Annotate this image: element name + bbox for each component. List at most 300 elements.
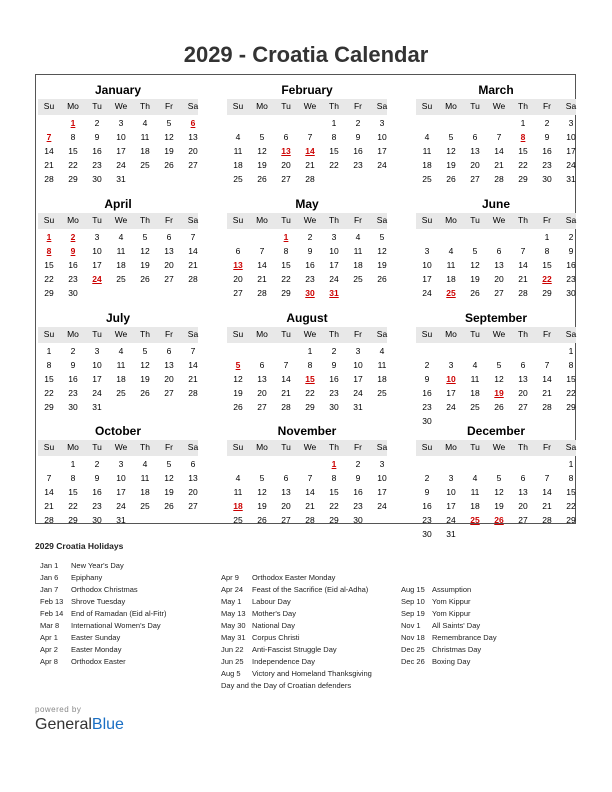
day-cell: 31	[116, 174, 126, 184]
month-name: July	[105, 311, 130, 325]
day-cell: 27	[518, 515, 528, 525]
day-cell: 9	[355, 132, 361, 142]
day-cell: 22	[281, 274, 291, 284]
day-cell: 1	[307, 346, 313, 356]
day-cell: 21	[542, 388, 552, 398]
day-cell: 24	[566, 160, 576, 170]
day-cell: 17	[116, 487, 126, 497]
weekday-header	[416, 440, 576, 456]
weekday-header	[38, 327, 198, 343]
holiday-name: Easter Sunday	[71, 633, 121, 642]
day-cell: 23	[353, 501, 363, 511]
holiday-row	[40, 561, 210, 573]
day-cell: 26	[257, 174, 267, 184]
holiday-date: Jun 25	[221, 657, 244, 666]
holiday-row	[401, 633, 571, 645]
holiday-name: Anti-Fascist Struggle Day	[252, 645, 337, 654]
day-cell: 7	[307, 132, 313, 142]
day-cell: 21	[281, 388, 291, 398]
day-cell: 21	[44, 160, 54, 170]
day-cell: 2	[331, 346, 337, 356]
day-cell: 13	[257, 374, 267, 384]
holiday-day: 5	[235, 360, 241, 370]
holiday-column-1	[40, 561, 210, 669]
holiday-name: Assumption	[432, 585, 472, 594]
day-cell: 20	[494, 274, 504, 284]
day-cell: 1	[568, 459, 574, 469]
holiday-date: Aug 5	[221, 669, 241, 678]
month-name: January	[94, 83, 142, 97]
weekday-label: Sa	[376, 329, 388, 339]
weekday-label: Th	[329, 329, 339, 339]
day-cell: 3	[94, 232, 100, 242]
weekday-label: Su	[421, 101, 433, 111]
day-cell: 27	[164, 388, 174, 398]
day-cell: 15	[44, 260, 54, 270]
day-cell: 3	[448, 360, 454, 370]
day-cell: 9	[94, 132, 100, 142]
day-cell: 30	[542, 174, 552, 184]
weekday-label: Mo	[445, 442, 457, 452]
weekday-header	[416, 327, 576, 343]
day-cell: 28	[257, 288, 267, 298]
holiday-date: May 13	[221, 609, 246, 618]
weekday-header	[38, 213, 198, 229]
day-cell: 10	[377, 473, 387, 483]
day-cell: 3	[448, 473, 454, 483]
day-cell: 25	[140, 501, 150, 511]
weekday-label: Tu	[92, 215, 102, 225]
weekday-label: Su	[43, 215, 55, 225]
day-cell: 6	[166, 346, 172, 356]
day-cell: 8	[46, 360, 52, 370]
day-cell: 12	[140, 360, 150, 370]
weekday-label: Th	[518, 329, 528, 339]
day-cell: 12	[140, 246, 150, 256]
weekday-label: Tu	[470, 101, 480, 111]
holiday-date: Apr 9	[221, 573, 239, 582]
weekday-label: Mo	[256, 329, 268, 339]
day-cell: 12	[257, 487, 267, 497]
holiday-date: Apr 24	[221, 585, 244, 594]
day-cell: 10	[377, 132, 387, 142]
month-name: April	[104, 197, 132, 211]
day-cell: 5	[259, 473, 265, 483]
weekday-header	[38, 440, 198, 456]
day-cell: 17	[116, 146, 126, 156]
day-cell: 28	[305, 174, 315, 184]
day-cell: 28	[188, 274, 198, 284]
day-cell: 5	[448, 132, 454, 142]
day-cell: 21	[518, 274, 528, 284]
weekday-label: Fr	[353, 442, 363, 452]
holiday-name: Christmas Day	[432, 645, 482, 654]
day-cell: 29	[281, 288, 291, 298]
day-cell: 5	[379, 232, 385, 242]
day-cell: 16	[353, 146, 363, 156]
day-cell: 4	[142, 459, 148, 469]
weekday-label: Fr	[164, 101, 174, 111]
day-cell: 7	[307, 473, 313, 483]
day-cell: 7	[544, 473, 550, 483]
holiday-row	[401, 585, 571, 597]
day-cell: 20	[281, 160, 291, 170]
month-name: June	[481, 197, 510, 211]
day-cell: 25	[470, 402, 480, 412]
day-cell: 30	[422, 416, 432, 426]
day-cell: 10	[116, 473, 126, 483]
day-cell: 22	[329, 160, 339, 170]
day-cell: 24	[422, 288, 432, 298]
weekday-label: Sa	[187, 101, 199, 111]
day-cell: 15	[329, 146, 339, 156]
day-cell: 17	[92, 260, 102, 270]
month-name: December	[466, 424, 526, 438]
day-cell: 9	[424, 374, 430, 384]
day-cell: 7	[496, 132, 502, 142]
day-cell: 19	[140, 374, 150, 384]
holiday-row	[401, 645, 571, 657]
day-cell: 31	[446, 529, 456, 539]
day-cell: 16	[329, 374, 339, 384]
weekday-label: We	[303, 101, 317, 111]
day-cell: 10	[566, 132, 576, 142]
day-cell: 29	[542, 288, 552, 298]
day-cell: 24	[446, 515, 456, 525]
day-cell: 4	[448, 246, 454, 256]
day-cell: 7	[190, 346, 196, 356]
day-cell: 22	[68, 160, 78, 170]
day-cell: 7	[520, 246, 526, 256]
day-cell: 14	[494, 146, 504, 156]
day-cell: 11	[446, 260, 456, 270]
month-name: November	[277, 424, 337, 438]
day-cell: 6	[166, 232, 172, 242]
holiday-row	[221, 669, 401, 681]
day-cell: 15	[44, 374, 54, 384]
day-cell: 18	[446, 274, 456, 284]
day-cell: 8	[331, 132, 337, 142]
weekday-label: Tu	[281, 101, 291, 111]
day-cell: 4	[472, 473, 478, 483]
day-cell: 25	[140, 160, 150, 170]
day-cell: 14	[44, 146, 54, 156]
day-cell: 18	[140, 487, 150, 497]
day-cell: 13	[281, 487, 291, 497]
day-cell: 3	[94, 346, 100, 356]
day-cell: 27	[188, 501, 198, 511]
day-cell: 25	[353, 274, 363, 284]
day-cell: 13	[518, 374, 528, 384]
holiday-row	[40, 573, 210, 585]
holiday-row-continued	[221, 681, 401, 693]
weekday-label: We	[114, 329, 128, 339]
weekday-label: We	[492, 215, 506, 225]
day-cell: 26	[140, 274, 150, 284]
day-cell: 7	[283, 360, 289, 370]
day-cell: 5	[496, 473, 502, 483]
day-cell: 22	[566, 501, 576, 511]
weekday-label: We	[303, 215, 317, 225]
day-cell: 24	[446, 402, 456, 412]
holiday-name: Corpus Christi	[252, 633, 300, 642]
day-cell: 23	[68, 388, 78, 398]
day-cell: 16	[92, 146, 102, 156]
weekday-label: Tu	[92, 442, 102, 452]
day-cell: 2	[424, 360, 430, 370]
weekday-label: Mo	[67, 101, 79, 111]
day-cell: 20	[470, 160, 480, 170]
month-name: May	[295, 197, 319, 211]
day-cell: 20	[164, 374, 174, 384]
day-cell: 16	[422, 501, 432, 511]
day-cell: 13	[188, 473, 198, 483]
day-cell: 24	[116, 160, 126, 170]
holiday-row	[221, 597, 401, 609]
day-cell: 11	[377, 360, 387, 370]
day-cell: 8	[544, 246, 550, 256]
weekday-label: Su	[232, 101, 244, 111]
day-cell: 18	[116, 260, 126, 270]
day-cell: 11	[140, 473, 150, 483]
weekday-label: Tu	[92, 101, 102, 111]
day-cell: 14	[542, 374, 552, 384]
holiday-day: 1	[331, 459, 337, 469]
day-cell: 24	[116, 501, 126, 511]
day-cell: 15	[68, 487, 78, 497]
holiday-row	[221, 585, 401, 597]
day-cell: 3	[424, 246, 430, 256]
day-cell: 27	[188, 160, 198, 170]
holiday-name: Labour Day	[252, 597, 291, 606]
day-cell: 20	[188, 487, 198, 497]
weekday-label: Fr	[353, 329, 363, 339]
holiday-date: Jun 22	[221, 645, 244, 654]
weekday-label: Mo	[67, 329, 79, 339]
day-cell: 10	[422, 260, 432, 270]
weekday-header	[38, 99, 198, 115]
holiday-date: Jan 6	[40, 573, 59, 582]
holiday-row	[401, 597, 571, 609]
day-cell: 2	[544, 118, 550, 128]
day-cell: 26	[377, 274, 387, 284]
day-cell: 20	[257, 388, 267, 398]
day-cell: 2	[307, 232, 313, 242]
day-cell: 22	[518, 160, 528, 170]
day-cell: 6	[496, 246, 502, 256]
weekday-label: Mo	[256, 215, 268, 225]
holiday-day: 25	[446, 288, 456, 298]
month-name: August	[286, 311, 328, 325]
holiday-name: Remembrance Day	[432, 633, 497, 642]
day-cell: 21	[305, 160, 315, 170]
day-cell: 12	[233, 374, 243, 384]
day-cell: 29	[566, 515, 576, 525]
holiday-name: New Year's Day	[71, 561, 124, 570]
weekday-label: Fr	[164, 442, 174, 452]
day-cell: 1	[568, 346, 574, 356]
day-cell: 14	[542, 487, 552, 497]
day-cell: 30	[353, 515, 363, 525]
holiday-date: Jan 7	[40, 585, 59, 594]
day-cell: 23	[353, 160, 363, 170]
weekday-label: Tu	[470, 442, 480, 452]
holiday-day: 8	[520, 132, 526, 142]
holiday-day: 18	[233, 501, 243, 511]
holiday-day: 26	[494, 515, 504, 525]
day-cell: 10	[353, 360, 363, 370]
day-cell: 18	[377, 374, 387, 384]
day-cell: 31	[116, 515, 126, 525]
holiday-day: 7	[46, 132, 52, 142]
day-cell: 8	[307, 360, 313, 370]
day-cell: 19	[257, 501, 267, 511]
day-cell: 3	[355, 346, 361, 356]
day-cell: 29	[44, 402, 54, 412]
weekday-label: We	[492, 442, 506, 452]
day-cell: 19	[494, 501, 504, 511]
day-cell: 30	[422, 529, 432, 539]
day-cell: 29	[329, 515, 339, 525]
day-cell: 27	[233, 288, 243, 298]
weekday-label: Fr	[164, 329, 174, 339]
holiday-name: Epiphany	[71, 573, 103, 582]
day-cell: 7	[190, 232, 196, 242]
holiday-date: May 31	[221, 633, 246, 642]
holidays-title: 2029 Croatia Holidays	[35, 541, 124, 551]
day-cell: 5	[496, 360, 502, 370]
day-cell: 21	[305, 501, 315, 511]
day-cell: 19	[233, 388, 243, 398]
day-cell: 12	[470, 260, 480, 270]
weekday-label: Th	[140, 215, 150, 225]
day-cell: 14	[44, 487, 54, 497]
holiday-name: Victory and Homeland Thanksgiving	[252, 669, 372, 678]
day-cell: 22	[44, 274, 54, 284]
day-cell: 13	[188, 132, 198, 142]
weekday-header	[227, 327, 387, 343]
holiday-row	[40, 609, 210, 621]
generalblue-logo[interactable]: GeneralBlue	[35, 716, 124, 733]
day-cell: 9	[568, 246, 574, 256]
weekday-label: Mo	[445, 215, 457, 225]
day-cell: 26	[446, 174, 456, 184]
weekday-label: Tu	[281, 329, 291, 339]
holiday-name: End of Ramadan (Eid al-Fitr)	[71, 609, 167, 618]
weekday-label: We	[114, 215, 128, 225]
holiday-name: All Saints' Day	[432, 621, 481, 630]
holiday-row	[40, 621, 210, 633]
holiday-date: May 30	[221, 621, 246, 630]
day-cell: 15	[566, 374, 576, 384]
day-cell: 15	[329, 487, 339, 497]
holiday-day: 13	[281, 146, 291, 156]
day-cell: 13	[164, 246, 174, 256]
day-cell: 18	[233, 160, 243, 170]
day-cell: 15	[281, 260, 291, 270]
day-cell: 19	[446, 160, 456, 170]
holiday-name: International Women's Day	[71, 621, 161, 630]
day-cell: 16	[422, 388, 432, 398]
weekday-label: Sa	[565, 329, 577, 339]
day-cell: 11	[116, 246, 126, 256]
day-cell: 26	[164, 160, 174, 170]
day-cell: 24	[92, 388, 102, 398]
day-cell: 29	[305, 402, 315, 412]
holiday-date: Apr 8	[40, 657, 58, 666]
day-cell: 17	[422, 274, 432, 284]
day-cell: 23	[329, 388, 339, 398]
day-cell: 23	[68, 274, 78, 284]
day-cell: 25	[422, 174, 432, 184]
holiday-date: Sep 19	[401, 609, 425, 618]
holiday-date: Apr 2	[40, 645, 58, 654]
day-cell: 3	[118, 118, 124, 128]
day-cell: 31	[566, 174, 576, 184]
day-cell: 10	[329, 246, 339, 256]
page-title: 2029 - Croatia Calendar	[183, 42, 429, 67]
weekday-label: Th	[518, 101, 528, 111]
day-cell: 19	[140, 260, 150, 270]
day-cell: 19	[164, 146, 174, 156]
day-cell: 23	[92, 501, 102, 511]
day-cell: 8	[70, 473, 76, 483]
day-cell: 25	[233, 174, 243, 184]
day-cell: 11	[140, 132, 150, 142]
holiday-day: 8	[46, 246, 52, 256]
day-cell: 31	[92, 402, 102, 412]
day-cell: 12	[257, 146, 267, 156]
holiday-name: Orthodox Easter	[71, 657, 126, 666]
day-cell: 26	[257, 515, 267, 525]
day-cell: 18	[140, 146, 150, 156]
holiday-day: 2	[70, 232, 76, 242]
day-cell: 3	[379, 118, 385, 128]
day-cell: 28	[494, 174, 504, 184]
day-cell: 20	[281, 501, 291, 511]
day-cell: 11	[353, 246, 363, 256]
weekday-label: Sa	[187, 442, 199, 452]
day-cell: 9	[355, 473, 361, 483]
day-cell: 15	[542, 260, 552, 270]
day-cell: 13	[164, 360, 174, 370]
day-cell: 10	[116, 132, 126, 142]
day-cell: 5	[142, 232, 148, 242]
day-cell: 28	[281, 402, 291, 412]
day-cell: 18	[422, 160, 432, 170]
day-cell: 14	[281, 374, 291, 384]
holiday-day: 1	[46, 232, 52, 242]
day-cell: 26	[494, 402, 504, 412]
holiday-day: 24	[92, 274, 102, 284]
day-cell: 17	[329, 260, 339, 270]
day-cell: 8	[283, 246, 289, 256]
holiday-date: Jan 1	[40, 561, 59, 570]
holiday-date: Dec 26	[401, 657, 425, 666]
day-cell: 20	[164, 260, 174, 270]
day-cell: 27	[281, 174, 291, 184]
day-cell: 4	[379, 346, 385, 356]
day-cell: 15	[68, 146, 78, 156]
day-cell: 12	[164, 473, 174, 483]
day-cell: 12	[446, 146, 456, 156]
day-cell: 27	[281, 515, 291, 525]
weekday-label: Th	[329, 101, 339, 111]
holiday-row	[221, 633, 401, 645]
weekday-label: Su	[232, 215, 244, 225]
weekday-label: Mo	[445, 101, 457, 111]
day-cell: 25	[377, 388, 387, 398]
